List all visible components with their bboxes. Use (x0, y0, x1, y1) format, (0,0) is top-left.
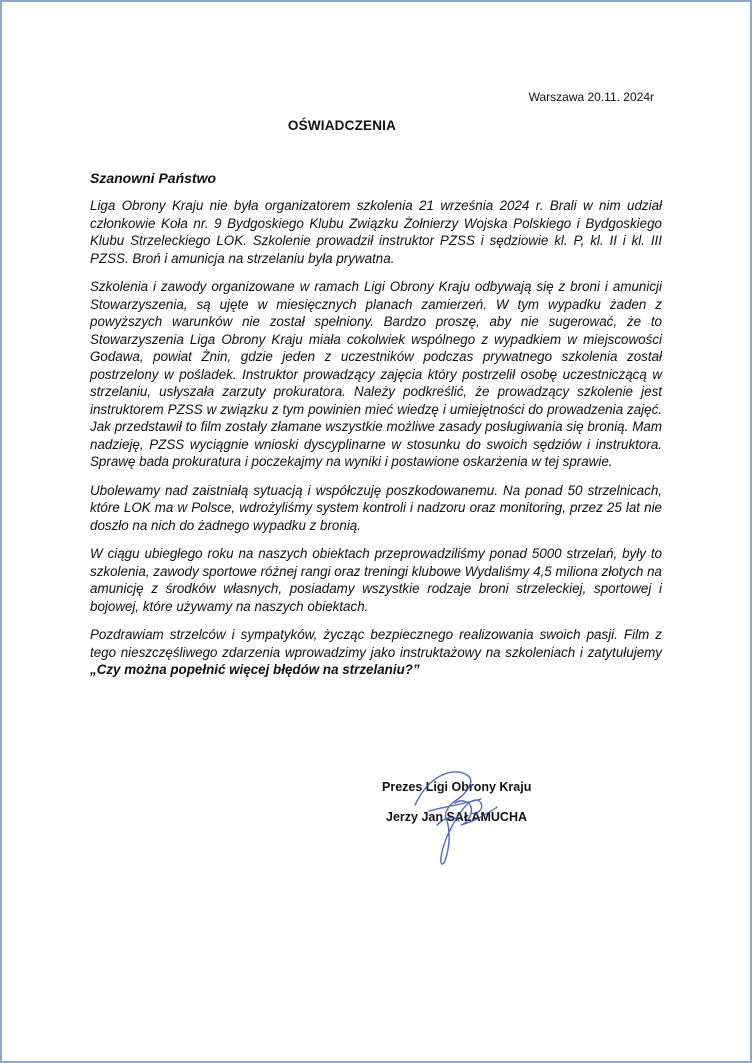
paragraph-4: W ciągu ubiegłego roku na naszych obiektach przeprowadziliśmy ponad 5000 strzelań, były to szkolenia, zawody sportowe różnej rangi oraz treningi klubowe Wydaliśmy 4,5 miliona złotych na amunicję z środków własnych, posiadamy wszystkie rodzaje broni strzeleckiej, sportowej i bojowej, które używamy na naszych obiektach. (90, 546, 662, 614)
document-body (90, 197, 662, 690)
signer-title: Prezes Ligi Obrony Kraju (382, 780, 532, 794)
paragraph-3: Ubolewamy nad zaistniałą sytuacją i współczuję poszkodowanemu. Na ponad 50 strzelnicach, które LOK ma w Polsce, wdrożyliśmy system kontroli i nadzoru oraz monitoring, przez 25 lat nie doszło na nich do żadnego wypadku z bronią. (90, 482, 662, 533)
closing-paragraph (90, 626, 662, 679)
handwritten-signature-icon (385, 765, 528, 870)
paragraph-2: Szkolenia i zawody organizowane w ramach Ligi Obrony Kraju odbywają się z broni i amunicji Stowarzyszenia, są ujęte w miesięcznych planach zamierzeń. W tym wypadku żaden z powyższych warunków nie został spełniony. Bardzo proszę, aby nie sugerować, że to Stowarzyszenia Liga Obrony Kraju miała cokolwiek wspólnego z wypadkiem w miejscowości Godawa, powiat Żnin, gdzie jeden z uczestników podczas prywatnego szkolenia został postrzelony w pośladek. Instruktor prowadzący zajęcia który postrzelił osobę uczestniczącą w strzelaniu, usłyszała zarzuty prokuratora. Należy podkreślić, że prowadzący szkolenie jest instruktorem PZSS w związku z tym powinien mieć wiedzę i umiejętności do prowadzenia zajęć. Jak przedstawił to film zostały złamane wszystkie możliwe zasady posługiwania się bronią. Mam nadzieję, PZSS wyciągnie wnioski dyscyplinarne w stosunku do swoich sędziów i instruktora. Sprawę bada prokuratura i poczekajmy na wyniki i postawione oskarżenia w tej sprawie. (90, 279, 662, 469)
document-title: OŚWIADCZENIA (287, 118, 397, 133)
closing-quote: „Czy można popełnić więcej błędów na strzelaniu?” (90, 662, 420, 677)
document-date: Warszawa 20.11. 2024r (528, 90, 654, 104)
closing-text: Pozdrawiam strzelców i sympatyków, życząc bezpiecznego realizowania swoich pasji. Film z tego nieszczęśliwego zdarzenia wprowadzimy jako instruktażowy na szkoleniach i zatytułujemy (90, 627, 662, 660)
paragraph-1: Liga Obrony Kraju nie była organizatorem szkolenia 21 września 2024 r. Brali w nim udział członkowie Koła nr. 9 Bydgoskiego Klubu Związku Żołnierzy Wojska Polskiego i Bydgoskiego Klubu Strzeleckiego LOK. Szkolenie prowadził instruktor PZSS i sędziowie kl. P, kl. II i kl. III PZSS. Broń i amunicja na strzelaniu była prywatna. (90, 198, 662, 266)
signer-name: Jerzy Jan SAŁAMUCHA (386, 810, 528, 824)
greeting: Szanowni Państwo (90, 170, 217, 186)
